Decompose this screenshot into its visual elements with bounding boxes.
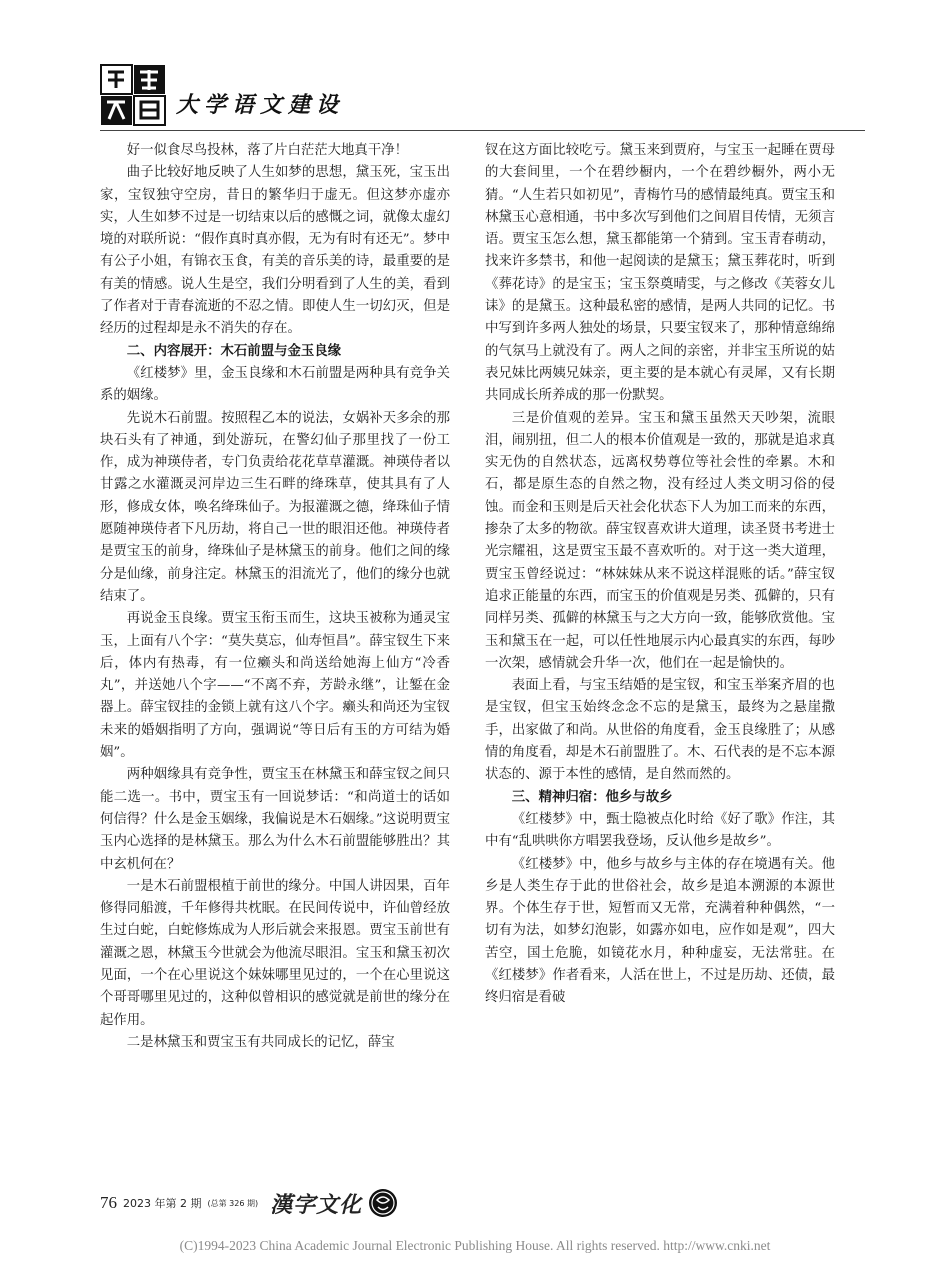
paragraph: 二是林黛玉和贾宝玉有共同成长的记忆，薛宝 <box>126 1034 395 1050</box>
section-heading: 三、精神归宿：他乡与故乡 <box>511 789 673 805</box>
issue-label: 2023 年第 2 期 <box>123 1197 202 1210</box>
header-divider <box>100 130 865 131</box>
copyright-notice: (C)1994-2023 China Academic Journal Electronic Publishing House. All rights reserved. http://www.cnki.net <box>179 1238 771 1253</box>
paragraph: 曲子比较好地反映了人生如梦的思想，黛玉死，宝玉出家，宝钗独守空房，昔日的繁华归于虚无。但这梦亦虚亦实，人生如梦不过是一切结束以后的感慨之词，就像太虚幻境的对联所说：“假作真时真亦假，无为有时有还无”。梦中有公子小姐，有锦衣玉食，有美的音乐美的诗，最重要的是有美的情感。说人生是空，我们分明看到了人生的美，看到了作者对于青春流逝的不忍之情。即使人生一切幻灭，但是经历的过程却是永不消失的存在。 <box>100 165 450 337</box>
journal-emblem-icon <box>368 1188 398 1218</box>
section-heading: 二、内容展开：木石前盟与金玉良缘 <box>126 343 342 359</box>
paragraph: 表面上看，与宝玉结婚的是宝钗，和宝玉举案齐眉的也是宝钗，但宝玉始终念念不忘的是黛玉，最终为之悬崖撒手，出家做了和尚。从世俗的角度看，金玉良缘胜了；从感情的角度看，却是木石前盟胜了。木、石代表的是不忘本源状态的、源于本性的感情，是自然而然的。 <box>485 678 835 783</box>
page-number: 76 <box>100 1193 117 1212</box>
paragraph: 《红楼梦》中，他乡与故乡与主体的存在境遇有关。他乡是人类生存于此的世俗社会，故乡是追本溯源的本源世界。个体生存于世，短暂而又无常，充满着种种偶然，“一切有为法，如梦幻泡影，如露亦如电，应作如是观”，四大苦空，国土危脆，如镜花水月，种种虚妄，无法常驻。在《红楼梦》作者看来，人活在世上，不过是历劫、还债，最终归宿是看破 <box>485 856 835 1006</box>
paragraph: 《红楼梦》中，甄士隐被点化时给《好了歌》作注，其中有“乱哄哄你方唱罢我登场，反认他乡是故乡”。 <box>485 811 835 850</box>
page-footer <box>100 1188 398 1218</box>
journal-column-title: 大学语文建设 <box>176 93 345 118</box>
paragraph: 三是价值观的差异。宝玉和黛玉虽然天天吵架，流眼泪，闹别扭，但二人的根本价值观是一致的，那就是追求真实无伪的自然状态，远离权势尊位等社会性的牵累。木和石，都是原生态的自然之物，没有经过人类文明习俗的侵蚀。而金和玉则是后天社会化状态下人为加工而来的东西，掺杂了太多的物欲。薛宝钗喜欢讲大道理，读圣贤书考进士光宗耀祖，这是贾宝玉最不喜欢听的。对于这一类大道理，贾宝玉曾经说过：“林妹妹从来不说这样混账的话。”薛宝钗追求正能量的东西，而宝玉的价值观是另类、孤僻的，只有同样另类、孤僻的林黛玉与之大方向一致，能够欣赏他。宝玉和黛玉在一起，可以任性地展示内心最真实的东西，每吵一次架，感情就会升华一次，他们在一起是愉快的。 <box>485 410 835 671</box>
paragraph: 一是木石前盟根植于前世的缘分。中国人讲因果，百年修得同船渡，千年修得共枕眠。在民间传说中，许仙曾经放生过白蛇，白蛇修炼成为人形后就会来报恩。贾宝玉前世有灌溉之恩，林黛玉今世就会为他流尽眼泪。宝玉和黛玉初次见面，一个在心里说这个妹妹哪里见过的，一个在心里说这个哥哥哪里见过的，这种似曾相识的感觉就是前世的缘分在起作用。 <box>100 878 450 1028</box>
paragraph: 先说木石前盟。按照程乙本的说法，女娲补天多余的那块石头有了神通，到处游玩，在警幻仙子那里找了一份工作，成为神瑛侍者，专门负责给花花草草灌溉。神瑛侍者以甘露之水灌溉灵河岸边三生石畔的绛珠草，使其具有了人形，修成女体，唤名绛珠仙子。为报灌溉之德，绛珠仙子情愿随神瑛侍者下凡历劫，将自己一世的眼泪还他。神瑛侍者是贾宝玉的前身，绛珠仙子是林黛玉的前身。他们之间的缘分是仙缘，前身注定。林黛玉的泪流光了，他们的缘分也就结束了。 <box>100 410 450 604</box>
paragraph: 《红楼梦》里，金玉良缘和木石前盟是两种具有竞争关系的姻缘。 <box>100 365 450 404</box>
paragraph: 两种姻缘具有竞争性，贾宝玉在林黛玉和薛宝钗之间只能二选一。书中，贾宝玉有一回说梦话：“和尚道士的话如何信得？什么是金玉姻缘，我偏说是木石姻缘。”这说明贾宝玉内心选择的是林黛玉。那么为什么木石前盟能够胜出？其中玄机何在？ <box>100 767 450 872</box>
paragraph: 好一似食尽鸟投林，落了片白茫茫大地真干净！ <box>126 143 408 158</box>
article-column-left <box>100 140 450 1054</box>
article-column-right <box>485 140 835 1010</box>
paragraph: 钗在这方面比较吃亏。黛玉来到贾府，与宝玉一起睡在贾母的大套间里，一个在碧纱橱内，一个在碧纱橱外，两小无猜。“人生若只如初见”，青梅竹马的感情最纯真。贾宝玉和林黛玉心意相通，书中多次写到他们之间眉目传情，无须言语。贾宝玉怎么想，黛玉都能第一个猜到。宝玉青春萌动，找来许多禁书，和他一起阅读的是黛玉；黛玉葬花时，听到《葬花诗》的是宝玉；宝玉祭奠晴雯，与之修改《芙蓉女儿诔》的是黛玉。这种最私密的感情，是两人共同的记忆。书中写到许多两人独处的场景，只要宝钗来了，那种情意绵绵的气氛马上就没有了。两人之间的亲密，并非宝玉所说的姑表兄妹比两姨兄妹亲，更主要的是本就心有灵犀，又有长期共同成长所养成的那一份默契。 <box>485 143 835 404</box>
issue-total-label: (总第 326 期) <box>207 1198 259 1208</box>
paragraph: 再说金玉良缘。贾宝玉衔玉而生，这块玉被称为通灵宝玉，上面有八个字：“莫失莫忘，仙寿恒昌”。薛宝钗生下来后，体内有热毒，有一位癞头和尚送给她海上仙方“冷香丸”，并送她八个字——“不离不弃，芳龄永继”，让錾在金器上。薛宝钗挂的金锁上就有这八个字。癞头和尚还为宝钗未来的婚姻指明了方向，强调说“等日后有玉的方可结为婚姻”。 <box>100 611 450 761</box>
journal-logo-icon <box>100 64 166 126</box>
journal-name: 漢字文化 <box>270 1191 363 1218</box>
